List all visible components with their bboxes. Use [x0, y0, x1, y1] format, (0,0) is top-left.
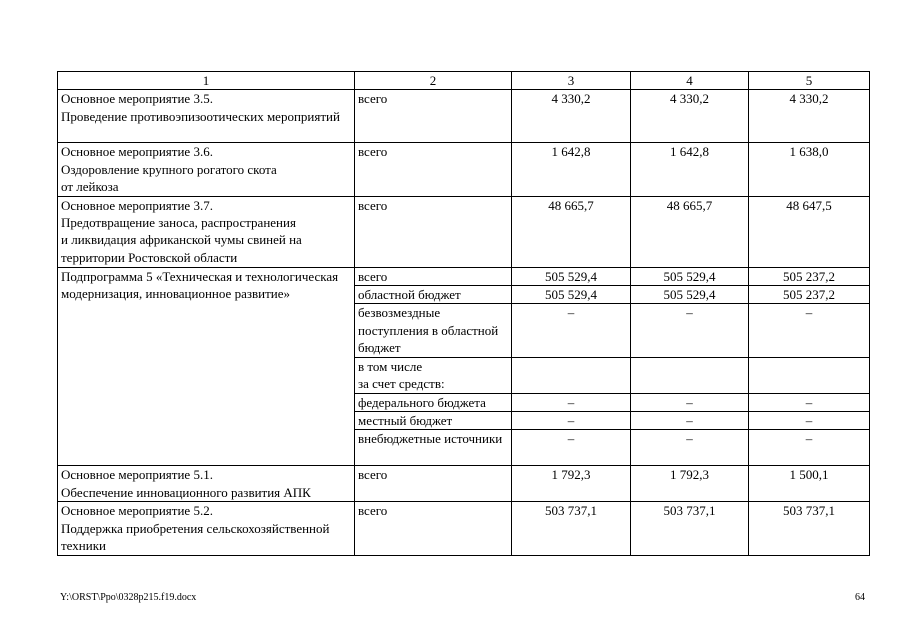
table-header-row [58, 72, 870, 90]
header-cell: 4 [631, 72, 749, 90]
measure-name-cell: Основное мероприятие 3.6. Оздоровление крупного рогатого скота от лейкоза [58, 143, 355, 196]
table-row [58, 267, 870, 285]
value-cell: 48 647,5 [749, 196, 870, 267]
table-row [58, 502, 870, 555]
value-cell: 48 665,7 [512, 196, 631, 267]
value-cell: 1 500,1 [749, 466, 870, 502]
value-cell: 1 792,3 [631, 466, 749, 502]
value-cell: – [749, 393, 870, 411]
value-cell: 1 638,0 [749, 143, 870, 196]
source-cell: всего [355, 196, 512, 267]
value-cell: – [512, 430, 631, 466]
value-cell: 1 642,8 [631, 143, 749, 196]
measure-name-cell: Основное мероприятие 5.1. Обеспечение инновационного развития АПК [58, 466, 355, 502]
value-cell: – [512, 393, 631, 411]
header-cell: 1 [58, 72, 355, 90]
value-cell: 505 529,4 [512, 267, 631, 285]
value-cell: – [631, 412, 749, 430]
measure-name-cell: Основное мероприятие 3.7. Предотвращение заноса, распространения и ликвидация африканской чумы свиней на территории Ростовской области [58, 196, 355, 267]
value-cell: 505 237,2 [749, 286, 870, 304]
value-cell: 1 642,8 [512, 143, 631, 196]
value-cell: – [749, 430, 870, 466]
value-cell [512, 357, 631, 393]
value-cell: 1 792,3 [512, 466, 631, 502]
value-cell: 503 737,1 [749, 502, 870, 555]
header-cell: 5 [749, 72, 870, 90]
value-cell: 503 737,1 [512, 502, 631, 555]
source-cell: всего [355, 143, 512, 196]
value-cell: 4 330,2 [631, 90, 749, 143]
value-cell: 505 529,4 [631, 267, 749, 285]
value-cell: 4 330,2 [749, 90, 870, 143]
source-cell: в том числе за счет средств: [355, 357, 512, 393]
value-cell: – [631, 304, 749, 357]
value-cell: – [749, 412, 870, 430]
source-cell: всего [355, 502, 512, 555]
value-cell: 505 237,2 [749, 267, 870, 285]
funding-table [57, 71, 870, 556]
value-cell: 4 330,2 [512, 90, 631, 143]
header-cell: 3 [512, 72, 631, 90]
source-cell: всего [355, 267, 512, 285]
table-row [58, 196, 870, 267]
table-row [58, 143, 870, 196]
measure-name-cell: Основное мероприятие 3.5. Проведение противоэпизоотических мероприятий [58, 90, 355, 143]
source-cell: внебюджетные источники [355, 430, 512, 466]
source-cell: всего [355, 90, 512, 143]
page-number: 64 [855, 592, 865, 603]
measure-name-cell: Основное мероприятие 5.2. Поддержка приобретения сельскохозяйственной техники [58, 502, 355, 555]
source-cell: всего [355, 466, 512, 502]
subprogram-name-cell: Подпрограмма 5 «Техническая и технологическая модернизация, инновационное развитие» [58, 267, 355, 466]
value-cell: 505 529,4 [512, 286, 631, 304]
value-cell: – [631, 430, 749, 466]
header-cell: 2 [355, 72, 512, 90]
value-cell: – [631, 393, 749, 411]
source-cell: федерального бюджета [355, 393, 512, 411]
source-cell: местный бюджет [355, 412, 512, 430]
value-cell: 48 665,7 [631, 196, 749, 267]
table-row [58, 466, 870, 502]
source-cell: безвозмездные поступления в областной бюджет [355, 304, 512, 357]
value-cell: – [512, 304, 631, 357]
value-cell: – [512, 412, 631, 430]
value-cell [631, 357, 749, 393]
value-cell: 503 737,1 [631, 502, 749, 555]
value-cell: 505 529,4 [631, 286, 749, 304]
value-cell [749, 357, 870, 393]
value-cell: – [749, 304, 870, 357]
source-cell: областной бюджет [355, 286, 512, 304]
file-path-footer: Y:\ORST\Ppo\0328p215.f19.docx [60, 592, 197, 603]
table-row [58, 90, 870, 143]
